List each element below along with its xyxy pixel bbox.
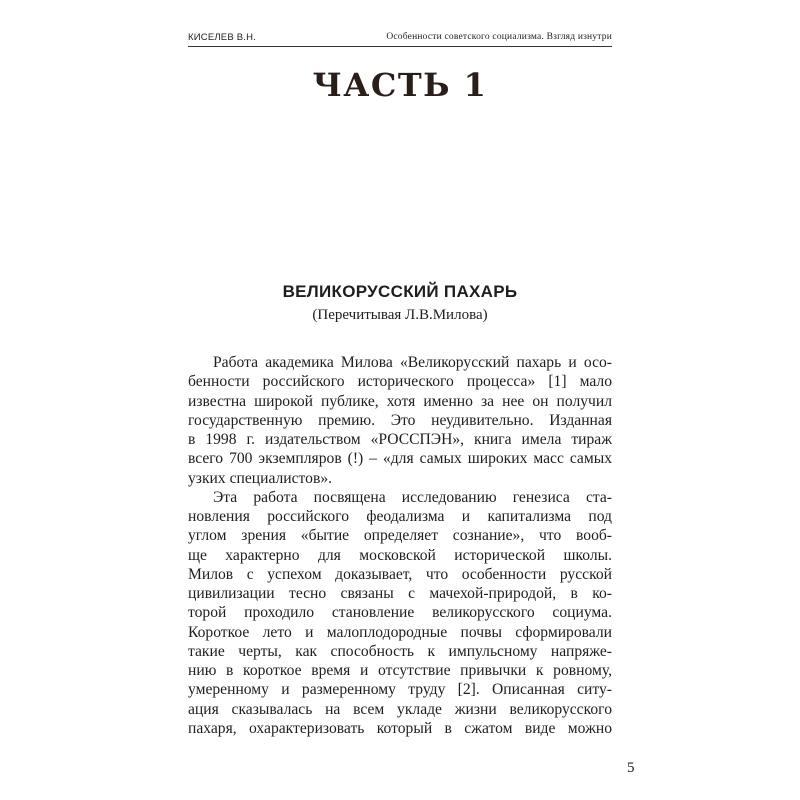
running-head [188,30,612,47]
chapter-title: ВЕЛИКОРУССКИЙ ПАХАРЬ [282,282,518,301]
text-line: торой проходило становление великорусского социума. [188,604,612,622]
text-line: узких специалистов». [188,469,333,487]
text-line: государственную премию. Это неудивительно. Изданная [188,411,612,429]
chapter-subtitle: (Перечитывая Л.В.Милова) [312,307,488,323]
text-line: ация сказывалась на всем укладе жизни великорусского [188,700,612,718]
page-number: 5 [627,760,635,776]
running-head-author: КИСЕЛЕВ В.Н. [188,32,256,43]
text-line: новления российского феодализма и капитализма под [188,508,612,525]
text-line: Милов с успехом доказывает, что особенности русской [188,565,612,583]
text-line: ще характерно для московской исторической школы. [188,546,612,564]
text-line: всего 700 экземпляров (!) – «для самых широких масс самых [188,450,612,468]
text-line: в 1998 г. издательством «РОССПЭН», книга имела тираж [188,431,612,448]
text-line: нию в короткое время и отсутствие привычки к ровному, [188,662,612,679]
text-line: пахаря, охарактеризовать который в сжатом виде можно [188,719,612,737]
text-line: цивилизации тесно связаны с мачехой-природой, в ко- [188,585,612,602]
text-line: умеренному и размеренному труду [2]. Описанная ситу- [188,681,612,699]
text-line: Эта работа посвящена исследованию генезиса ста- [213,488,612,506]
body-text [188,353,612,738]
part-title: ЧАСТЬ 1 [312,66,488,104]
text-line: углом зрения «бытие определяет сознание», что вооб- [188,527,612,545]
text-line: известна широкой публике, хотя именно за нее он получил [188,392,612,410]
text-line: бенности российского исторического процесса» [1] мало [188,373,612,391]
text-line: Короткое лето и малоплодородные почвы сформировали [188,623,612,641]
running-head-book-title: Особенности советского социализма. Взгляд изнутри [386,32,612,42]
text-line: Работа академика Милова «Великорусский пахарь и осо- [213,354,612,371]
text-line: такие черты, как способность к импульсному напряже- [188,642,612,660]
